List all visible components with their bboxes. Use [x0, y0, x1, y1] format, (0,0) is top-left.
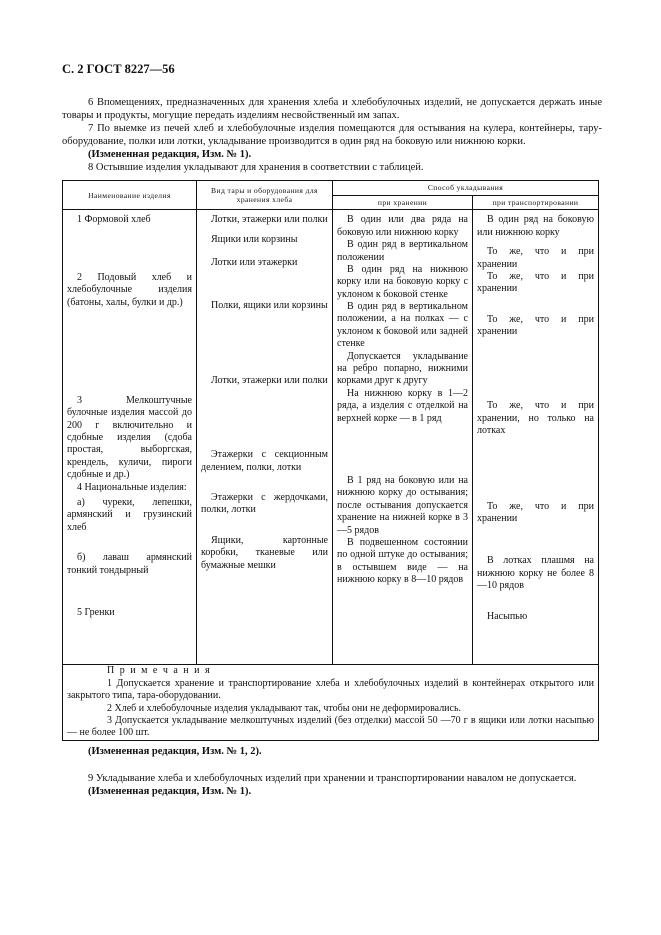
- edition-note: (Измененная редакция, Изм. № 1).: [88, 149, 252, 161]
- product-item: 1 Формовой хлеб: [77, 214, 151, 226]
- column-transport: [473, 210, 599, 665]
- column-container: [197, 210, 333, 665]
- container-item: Ящики или корзины: [211, 233, 298, 245]
- page-header: С. 2 ГОСТ 8227—56: [62, 62, 175, 76]
- paragraph-8: 8 Остывшие изделия укладывают для хранения в соответствии с таблицей.: [88, 162, 424, 174]
- transport-item: В лотках плашмя на нижнюю корку не более 8—10 рядов: [477, 555, 594, 592]
- container-item: Ящики, картонные коробки, тканевые или бумажные мешки: [201, 534, 328, 571]
- transport-item: В один ряд на боковую или нижнюю корку: [477, 214, 594, 238]
- storage-item: Допускается укладывание на ребро попарно, нижними корками друг к другу: [337, 350, 468, 387]
- column-storage: [333, 210, 473, 665]
- edition-note-3: (Измененная редакция, Изм. № 1).: [88, 785, 252, 797]
- product-item: а) чуреки, лепешки, армянский и грузинский хлеб: [67, 497, 192, 533]
- container-item: Этажерки с жердочками, полки, лотки: [201, 492, 328, 516]
- transport-item: То же, что и при хранении: [477, 500, 594, 525]
- product-item: 3 Мелкоштучные булочные изделия массой до 200 г включительно и сдобные изделия (сдоба простая, выборгская, крендель, куличи, пироги сдобные и др.): [67, 394, 192, 481]
- product-item: 5 Гренки: [77, 606, 115, 618]
- product-item: б) лаваш армянский тонкий тондырный: [67, 552, 192, 576]
- container-item: Лотки, этажерки или полки: [211, 374, 328, 386]
- storage-table: [62, 180, 599, 740]
- transport-item: То же, что и при хранении: [477, 313, 594, 338]
- transport-item: То же, что и при хранении, но только на лотках: [477, 400, 594, 437]
- storage-item: В 1 ряд на боковую или на нижнюю корку до остывания; после остывания допускается хранение на нижней корке в 3—5 рядов: [337, 474, 468, 536]
- paragraph-9: 9 Укладывание хлеба и хлебобулочных изделий при хранении и транспортировании навалом не допускается.: [88, 772, 577, 784]
- paragraph-6: 6 Впомещениях, предназначенных для хранения хлеба и хлебобулочных изделий, не допускается держать иные товары и продукты, могущие передать изделиям несвойственный им запах.: [62, 96, 602, 121]
- container-item: Лотки, этажерки или полки: [211, 214, 328, 226]
- transport-item: То же, что и при хранении: [477, 246, 594, 270]
- note-3: 3 Допускается укладывание мелкоштучных изделий (без отделки) массой 50 —70 г в ящики или лотки насыпью — не более 100 шт.: [67, 714, 594, 739]
- container-item: Полки, ящики или корзины: [211, 299, 328, 311]
- storage-item: В один ряд в вертикальном положении, а на полках — с уклоном к боковой или задней стенке: [337, 301, 468, 350]
- transport-item: Насыпью: [487, 610, 528, 622]
- note-2: 2 Хлеб и хлебобулочные изделия укладывают так, чтобы они не деформировались.: [107, 702, 462, 714]
- storage-item: В один ряд в вертикальном положении: [337, 239, 468, 263]
- container-item: Лотки или этажерки: [211, 257, 298, 269]
- note-1: 1 Допускается хранение и транспортирование хлеба и хлебобулочных изделий в контейнерах открытого или закрытого типа, тара-оборудовании.: [67, 677, 594, 702]
- paragraph-7: 7 По выемке из печей хлеб и хлебобулочные изделия помещаются для остывания на кулера, контейнеры, тару-оборудование, полки или лотки, укладывание производится в один ряд на боковую или нижнюю корки.: [62, 122, 602, 147]
- notes-title: П р и м е ч а н и я: [107, 665, 212, 677]
- storage-item: В подвешенном состоянии по одной штуке до остывания; в остывшем виде — на нижнюю корку в 8—10 рядов: [337, 536, 468, 586]
- header-container-type: Вид тары и оборудования для хранения хлеба: [197, 181, 333, 210]
- header-product-name: Наименование изделия: [63, 181, 197, 210]
- header-storage: при хранении: [333, 195, 473, 209]
- container-item: Этажерки с секционным делением, полки, лотки: [201, 449, 328, 473]
- header-transport: при транспортировании: [473, 195, 599, 209]
- storage-item: В один ряд на нижнюю корку или на боковую корку с уклоном к боковой стенке: [337, 263, 468, 300]
- product-item: 4 Национальные изделия:: [77, 481, 187, 493]
- column-product: [63, 210, 197, 665]
- storage-item: На нижнюю корку в 1—2 ряда, а изделия с отделкой на верхней корке — в 1 ряд: [337, 387, 468, 424]
- transport-item: То же, что и при хранении: [477, 270, 594, 295]
- document-page: [62, 62, 602, 798]
- edition-note-2: (Измененная редакция, Изм. № 1, 2).: [88, 745, 262, 757]
- header-method: Способ укладывания: [333, 181, 599, 195]
- product-item: 2 Подовый хлеб и хлебобулочные изделия (батоны, халы, булки и др.): [67, 271, 192, 308]
- storage-item: В один или два ряда на боковую или нижнюю корку: [337, 214, 468, 238]
- table-notes: [63, 665, 599, 740]
